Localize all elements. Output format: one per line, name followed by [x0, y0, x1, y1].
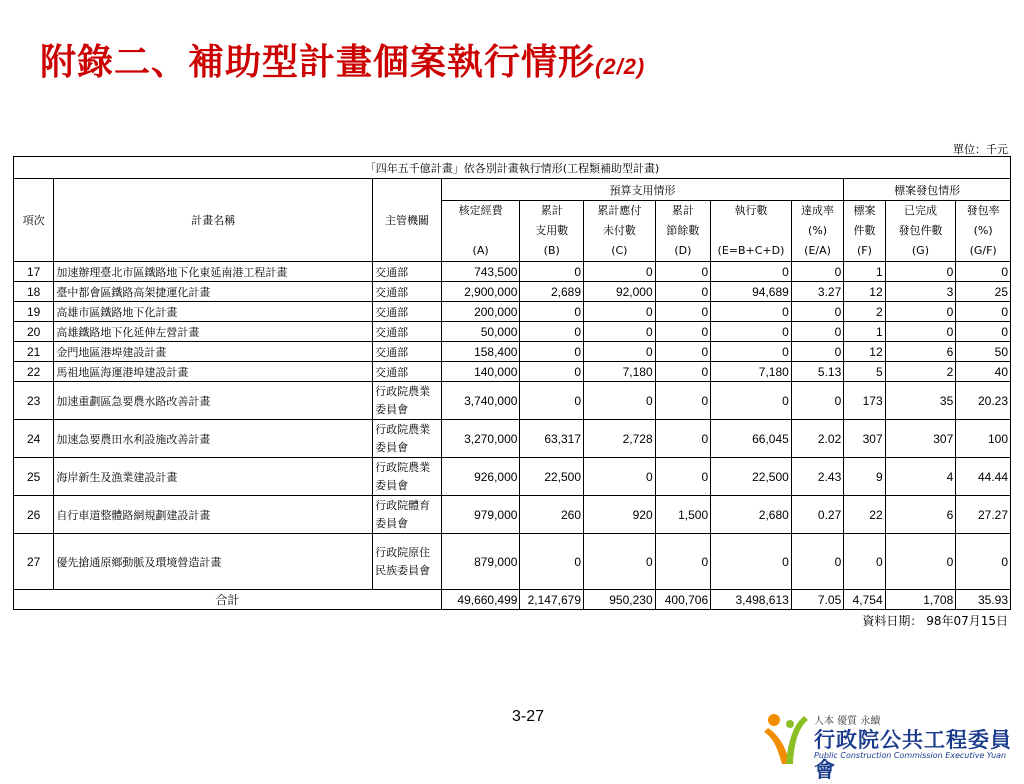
column-header: [584, 201, 656, 262]
table-row: [14, 362, 1011, 382]
value-cell: 20.23: [956, 382, 1011, 420]
value-cell: 2,900,000: [441, 282, 520, 302]
table-row: [14, 302, 1011, 322]
value-cell: 5: [844, 362, 885, 382]
value-cell: 6: [885, 496, 956, 534]
value-cell: 22,500: [711, 458, 792, 496]
value-cell: 3,740,000: [441, 382, 520, 420]
value-cell: 3,270,000: [441, 420, 520, 458]
column-header-line: 達成率: [801, 204, 835, 217]
row-number: 24: [14, 420, 54, 458]
value-cell: 0: [711, 342, 792, 362]
row-number: 26: [14, 496, 54, 534]
column-header-line: [444, 221, 518, 241]
value-cell: 0: [584, 322, 656, 342]
logo-slogan: 人本 優質 永續: [814, 716, 881, 727]
column-header: [844, 201, 885, 262]
value-cell: 0: [956, 322, 1011, 342]
value-cell: 100: [956, 420, 1011, 458]
agency: 交通部: [373, 362, 442, 382]
value-cell: 1: [844, 262, 885, 282]
value-cell: 879,000: [441, 534, 520, 590]
value-cell: 0: [520, 302, 584, 322]
value-cell: 0: [711, 302, 792, 322]
column-header-line: 累計: [671, 204, 694, 217]
row-number: 22: [14, 362, 54, 382]
value-cell: 158,400: [441, 342, 520, 362]
column-header-line: (F): [857, 244, 872, 257]
value-cell: 2: [844, 302, 885, 322]
value-cell: 0: [584, 458, 656, 496]
value-cell: 0: [844, 534, 885, 590]
page-number: 3-27: [512, 708, 545, 725]
column-header-line: (G/F): [969, 244, 997, 257]
pcc-logo-icon: [760, 710, 810, 766]
table-row: [14, 322, 1011, 342]
value-cell: 0: [584, 342, 656, 362]
value-cell: 0: [956, 262, 1011, 282]
value-cell: 4: [885, 458, 956, 496]
value-cell: 0: [711, 534, 792, 590]
value-cell: 0: [791, 342, 843, 362]
value-cell: 0: [655, 362, 710, 382]
value-cell: 50,000: [441, 322, 520, 342]
value-cell: 0: [520, 342, 584, 362]
column-header: [956, 201, 1011, 262]
value-cell: 7,180: [711, 362, 792, 382]
table-row: [14, 282, 1011, 302]
value-cell: 92,000: [584, 282, 656, 302]
value-cell: 0: [520, 534, 584, 590]
value-cell: 0: [520, 262, 584, 282]
header-agency: 主管機關: [373, 179, 442, 262]
value-cell: 0: [885, 302, 956, 322]
value-cell: 0: [520, 382, 584, 420]
column-header-line: 標案: [853, 204, 876, 217]
row-number: 23: [14, 382, 54, 420]
value-cell: 5.13: [791, 362, 843, 382]
column-header-line: (G): [911, 244, 929, 257]
value-cell: 3: [885, 282, 956, 302]
page-title: [40, 34, 645, 85]
value-cell: 743,500: [441, 262, 520, 282]
value-cell: 2.02: [791, 420, 843, 458]
project-name: 臺中都會區鐵路高架捷運化計畫: [54, 282, 373, 302]
value-cell: 22: [844, 496, 885, 534]
column-header: [711, 201, 792, 262]
row-number: 18: [14, 282, 54, 302]
total-value: 950,230: [584, 590, 656, 610]
value-cell: 0: [655, 534, 710, 590]
total-value: 4,754: [844, 590, 885, 610]
value-cell: 0: [655, 342, 710, 362]
row-number: 17: [14, 262, 54, 282]
agency: 行政院農業委員會: [373, 458, 442, 496]
value-cell: 44.44: [956, 458, 1011, 496]
project-name: 優先搶通原鄉動脈及環境營造計畫: [54, 534, 373, 590]
row-number: 21: [14, 342, 54, 362]
value-cell: 200,000: [441, 302, 520, 322]
value-cell: 66,045: [711, 420, 792, 458]
table-row: [14, 382, 1011, 420]
value-cell: 63,317: [520, 420, 584, 458]
project-name: 海岸新生及漁業建設計畫: [54, 458, 373, 496]
agency: 交通部: [373, 302, 442, 322]
value-cell: 25: [956, 282, 1011, 302]
agency: 交通部: [373, 342, 442, 362]
value-cell: 0: [655, 382, 710, 420]
column-header-line: 累計應付: [597, 204, 642, 217]
column-header-line: (D): [674, 244, 692, 257]
column-header-line: 累計: [540, 204, 563, 217]
column-header: [441, 201, 520, 262]
value-cell: 260: [520, 496, 584, 534]
row-number: 20: [14, 322, 54, 342]
value-cell: 0: [956, 302, 1011, 322]
agency: 行政院原住民族委員會: [373, 534, 442, 590]
table-row: [14, 496, 1011, 534]
agency: 交通部: [373, 322, 442, 342]
total-value: 35.93: [956, 590, 1011, 610]
total-value: 7.05: [791, 590, 843, 610]
column-header-line: (B): [543, 244, 560, 257]
header-no: 項次: [14, 179, 54, 262]
table-caption: 「四年五千億計畫」依各別計畫執行情形(工程類補助型計畫): [14, 157, 1011, 179]
value-cell: 27.27: [956, 496, 1011, 534]
column-header-line: (E=B+C+D): [717, 244, 785, 257]
value-cell: 0: [791, 302, 843, 322]
value-cell: 22,500: [520, 458, 584, 496]
project-name: 馬祖地區海運港埠建設計畫: [54, 362, 373, 382]
logo-name: 行政院公共工程委員會: [814, 728, 1012, 782]
column-header-line: 核定經費: [458, 204, 503, 217]
value-cell: 0: [885, 534, 956, 590]
agency: 交通部: [373, 282, 442, 302]
value-cell: 0: [711, 262, 792, 282]
value-cell: 0: [791, 262, 843, 282]
value-cell: 0.27: [791, 496, 843, 534]
value-cell: 0: [655, 420, 710, 458]
value-cell: 140,000: [441, 362, 520, 382]
project-name: 加速重劃區急要農水路改善計畫: [54, 382, 373, 420]
value-cell: 0: [885, 262, 956, 282]
column-header-line: (%): [973, 224, 993, 237]
table-row: [14, 342, 1011, 362]
value-cell: 0: [791, 534, 843, 590]
column-header-line: (C): [611, 244, 628, 257]
value-cell: 2.43: [791, 458, 843, 496]
table-row: [14, 458, 1011, 496]
agency: 行政院農業委員會: [373, 420, 442, 458]
total-row: [14, 590, 1011, 610]
value-cell: 94,689: [711, 282, 792, 302]
header-group-budget: 預算支用情形: [441, 179, 844, 201]
value-cell: 979,000: [441, 496, 520, 534]
data-date: 資料日期： 98年07月15日: [862, 614, 1008, 628]
value-cell: 0: [655, 282, 710, 302]
value-cell: 0: [584, 262, 656, 282]
value-cell: 40: [956, 362, 1011, 382]
table-row: [14, 262, 1011, 282]
value-cell: 0: [584, 302, 656, 322]
column-header-line: 發包件數: [898, 224, 943, 237]
column-header: [655, 201, 710, 262]
column-header-line: (%): [808, 224, 828, 237]
table-row: [14, 420, 1011, 458]
total-value: 49,660,499: [441, 590, 520, 610]
column-header-line: (A): [472, 244, 489, 257]
column-header: [520, 201, 584, 262]
value-cell: 9: [844, 458, 885, 496]
column-header: [791, 201, 843, 262]
value-cell: 2,680: [711, 496, 792, 534]
row-number: 25: [14, 458, 54, 496]
column-header-line: 支用數: [535, 224, 569, 237]
value-cell: 3.27: [791, 282, 843, 302]
value-cell: 2,689: [520, 282, 584, 302]
value-cell: 0: [655, 322, 710, 342]
total-value: 3,498,613: [711, 590, 792, 610]
value-cell: 307: [885, 420, 956, 458]
column-header-line: 節餘數: [666, 224, 700, 237]
value-cell: 0: [655, 262, 710, 282]
value-cell: 0: [584, 534, 656, 590]
execution-table: [13, 156, 1011, 610]
value-cell: 0: [655, 458, 710, 496]
table-row: [14, 534, 1011, 590]
value-cell: 2: [885, 362, 956, 382]
project-name: 高雄市區鐵路地下化計畫: [54, 302, 373, 322]
column-header-line: 執行數: [734, 204, 768, 217]
column-header-line: (E/A): [804, 244, 831, 257]
column-header-line: 件數: [853, 224, 876, 237]
value-cell: 0: [885, 322, 956, 342]
header-group-tender: 標案發包情形: [844, 179, 1011, 201]
agency: 交通部: [373, 262, 442, 282]
value-cell: 6: [885, 342, 956, 362]
agency: 行政院體育委員會: [373, 496, 442, 534]
value-cell: 7,180: [584, 362, 656, 382]
value-cell: 0: [584, 382, 656, 420]
total-value: 1,708: [885, 590, 956, 610]
agency: 行政院農業委員會: [373, 382, 442, 420]
logo-english-name: Public Construction Commission Executive Yuan: [814, 751, 1007, 760]
total-value: 400,706: [655, 590, 710, 610]
unit-label: 單位：千元: [953, 143, 1008, 156]
column-header-line: 未付數: [602, 224, 636, 237]
value-cell: 12: [844, 342, 885, 362]
value-cell: 173: [844, 382, 885, 420]
total-label: 合計: [14, 590, 442, 610]
pcc-logo: [760, 710, 1020, 782]
title-text: 附錄二、補助型計畫個案執行情形: [40, 41, 596, 83]
value-cell: 12: [844, 282, 885, 302]
column-header: [885, 201, 956, 262]
value-cell: 0: [711, 382, 792, 420]
row-number: 27: [14, 534, 54, 590]
value-cell: 0: [520, 362, 584, 382]
row-number: 19: [14, 302, 54, 322]
column-header-line: [713, 221, 789, 241]
column-header-line: 發包率: [966, 204, 1000, 217]
project-name: 加速急要農田水利設施改善計畫: [54, 420, 373, 458]
value-cell: 35: [885, 382, 956, 420]
value-cell: 0: [791, 322, 843, 342]
value-cell: 926,000: [441, 458, 520, 496]
value-cell: 0: [711, 322, 792, 342]
value-cell: 2,728: [584, 420, 656, 458]
project-name: 高雄鐵路地下化延伸左營計畫: [54, 322, 373, 342]
value-cell: 1: [844, 322, 885, 342]
value-cell: 920: [584, 496, 656, 534]
value-cell: 0: [791, 382, 843, 420]
value-cell: 0: [520, 322, 584, 342]
column-header-line: 已完成: [903, 204, 937, 217]
project-name: 金門地區港埠建設計畫: [54, 342, 373, 362]
total-value: 2,147,679: [520, 590, 584, 610]
value-cell: 0: [956, 534, 1011, 590]
value-cell: 0: [655, 302, 710, 322]
project-name: 自行車道整體路網規劃建設計畫: [54, 496, 373, 534]
title-suffix: (2/2): [595, 54, 646, 79]
value-cell: 1,500: [655, 496, 710, 534]
header-name: 計畫名稱: [54, 179, 373, 262]
value-cell: 50: [956, 342, 1011, 362]
value-cell: 307: [844, 420, 885, 458]
project-name: 加速辦理臺北市區鐵路地下化東延南港工程計畫: [54, 262, 373, 282]
